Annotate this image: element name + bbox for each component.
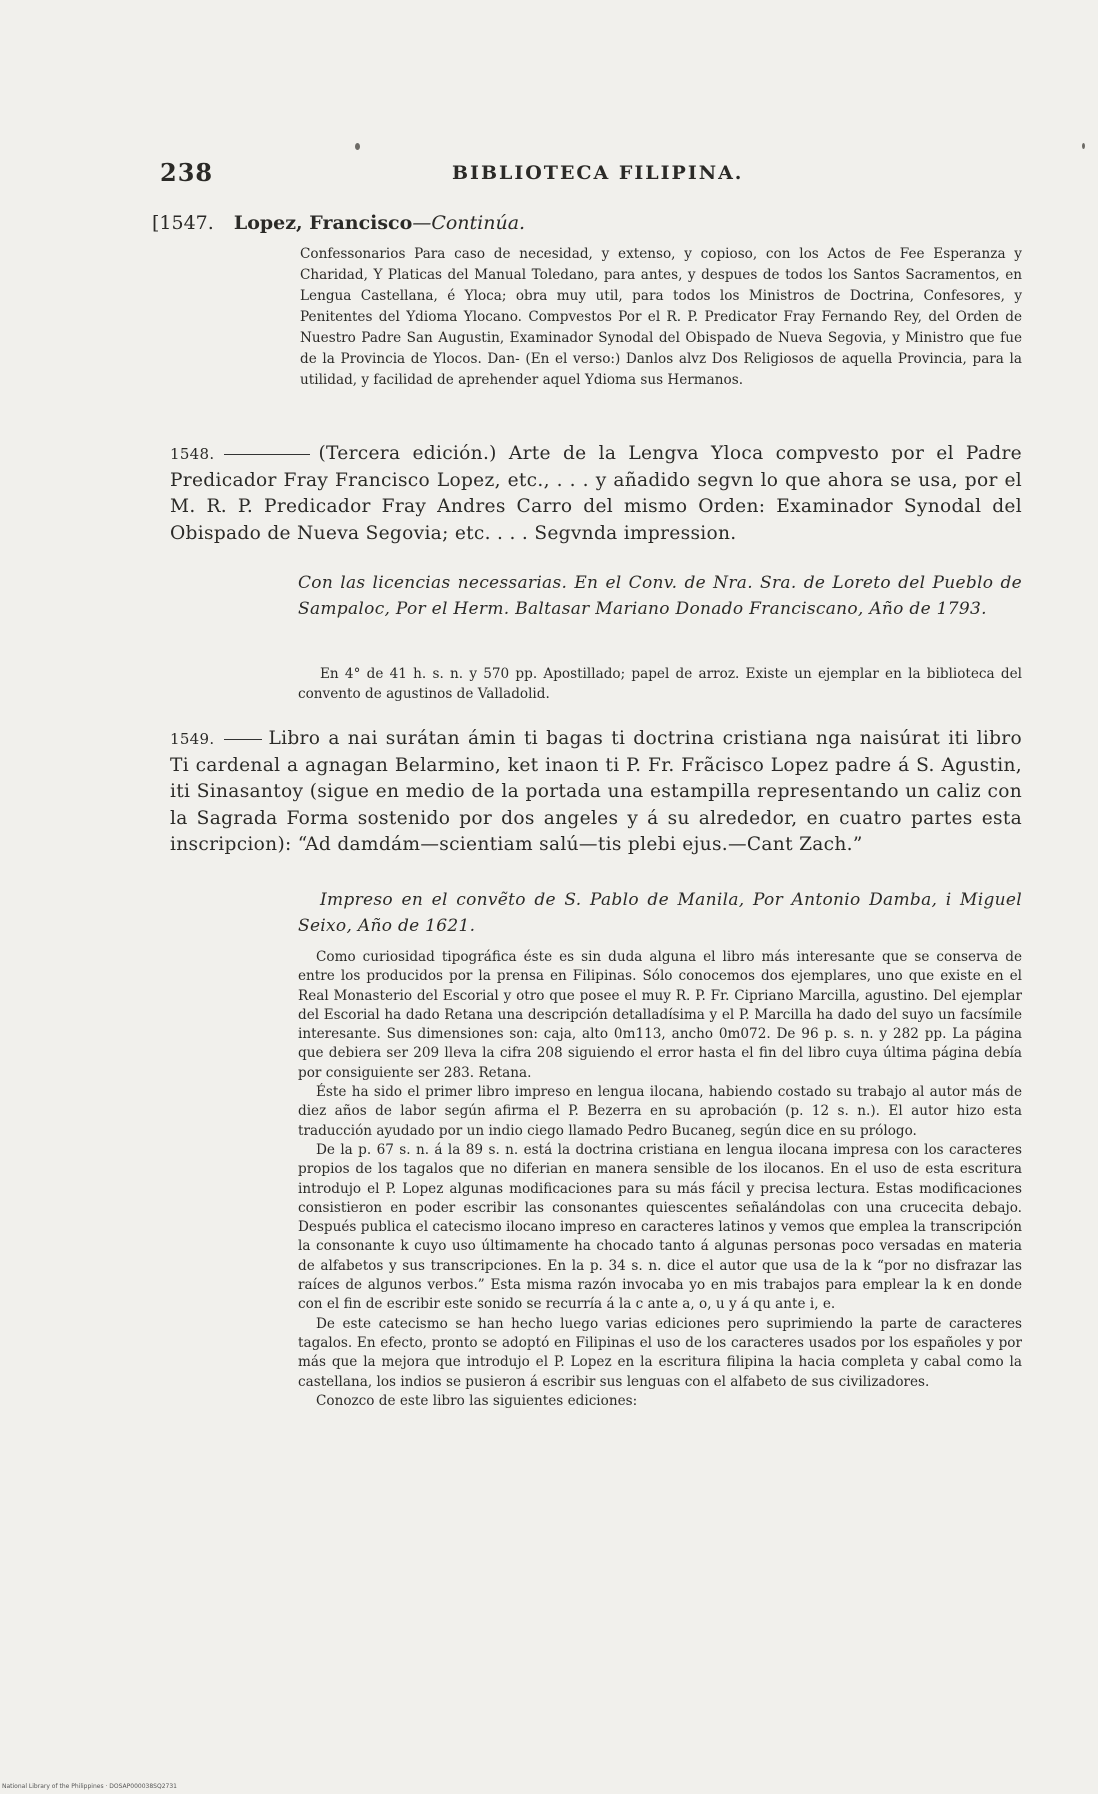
note-paragraph: Éste ha sido el primer libro impreso en lengua ilocana, habiendo costado su trabajo al autor más de diez años de labor según afirma el P. Bezerra en su aprobación (p. 12 s. n.). El autor hizo esta traducción ayudado por un indio ciego llamado Pedro Bucaneg, según dice en su prólogo. xyxy=(298,1084,1022,1139)
entry-1547-continued: —Continúa. xyxy=(412,212,526,234)
running-title: BIBLIOTECA FILIPINA. xyxy=(452,162,744,184)
entry-1549 xyxy=(170,726,1022,859)
entry-1549-number: 1549. xyxy=(170,730,215,748)
entry-1547-text: Confessonarios Para caso de necesidad, y extenso, y copioso, con los Actos de Fee Esperanza y Charidad, Y Platicas del Manual Toledano, para antes, y despues de todos los Santos Sacramentos, en Lengua Castellana, é Yloca; obra muy util, para todos los Ministros de Doctrina, Confesores, y Penitentes del Ydioma Ylocano. Compvestos Por el R. P. Predicator Fray Fernando Rey, del Orden de Nuestro Padre San Augustin, Examinador Synodal del Obispado de Nueva Segovia, y Ministro que fue de la Provincia de Ylocos. Dan- (En el verso:) Danlos alvz Dos Religiosos de aquella Provincia, para la utilidad, y facilidad de aprehender aquel Ydioma sus Hermanos. xyxy=(300,246,1022,388)
entry-1548-imprint: Con las licencias necessarias. En el Conv. de Nra. Sra. de Loreto del Pueblo de Sampaloc, Por el Herm. Baltasar Mariano Donado Franciscano, Año de 1793. xyxy=(298,573,1022,619)
entry-1547-number: [1547. xyxy=(152,212,214,234)
entry-1548 xyxy=(170,441,1022,547)
page-number: 238 xyxy=(160,158,214,187)
scan-credit: National Library of the Philippines · DOSAP000038SQ2731 xyxy=(2,1783,177,1790)
note-paragraph: De la p. 67 s. n. á la 89 s. n. está la doctrina cristiana en lengua ilocana impresa con los caracteres propios de los tagalos que no diferian en manera sensible de los ilocanos. En el uso de esta escritura introdujo el P. Lopez algunas modificaciones para su más fácil y precisa lectura. Estas modificaciones consistieron en poder escribir las consonantes quiescentes señalándolas con una crucecita debajo. Después publica el catecismo ilocano impreso en caracteres latinos y vemos que emplea la transcripción la consonante k cuyo uso últimamente ha chocado tanto á algunas personas poco versadas en materia de alfabetos y sus transcripciones. En la p. 34 s. n. dice el autor que usa de la k “por no disfrazar las raíces de algunos verbos.” Esta misma razón invocaba yo en mis trabajos para emplear la k en donde con el fin de escribir este sonido se recurría á la c ante a, o, u y á qu ante i, e. xyxy=(298,1141,1022,1313)
entry-1548-number: 1548. xyxy=(170,445,215,463)
repeat-author-dash xyxy=(224,454,310,455)
scan-speck xyxy=(355,143,360,150)
entry-1547-author: Lopez, Francisco xyxy=(233,212,413,234)
entry-1549-title: Libro a nai surátan ámin ti bagas ti doctrina cristiana nga naisúrat iti libro Ti cardenal a agnagan Belarmino, ket inaon ti P. Fr. Frãcisco Lopez padre á S. Agustin, iti Sinasantoy (sigue en medio de la portada una estampilla representando un caliz con la Sagrada Forma sostenido por dos angeles y á su alrededor, en cuatro partes esta inscripcion): “Ad damdám—scientiam salú—tis plebi ejus.—Cant Zach.” xyxy=(170,728,1022,855)
entry-1549-notes xyxy=(298,948,1022,1411)
entry-1548-title: Arte de la Lengva Yloca compvesto por el Padre Predicador Fray Francisco Lopez, etc., . . . y añadido segvn lo que ahora se usa, por el M. R. P. Predicador Fray Andres Carro del mismo Orden: Examinador Synodal del Obispado de Nueva Segovia; etc. . . . Segvnda impression. xyxy=(170,443,1022,544)
entry-1549-imprint: Impreso en el convẽto de S. Pablo de Manila, Por Antonio Damba, i Miguel Seixo, Año de 1621. xyxy=(298,890,1022,936)
note-paragraph: Conozco de este libro las siguientes ediciones: xyxy=(316,1392,638,1409)
entry-1547-heading xyxy=(152,212,525,234)
entry-1548-edition: (Tercera edición.) xyxy=(318,443,497,464)
repeat-author-dash xyxy=(224,739,262,740)
note-paragraph: De este catecismo se han hecho luego varias ediciones pero suprimiendo la parte de caracteres tagalos. En efecto, pronto se adoptó en Filipinas el uso de los caracteres usados por los españoles y por más que la mejora que introdujo el P. Lopez en la escritura filipina la hacia completa y cabal como la castellana, los indios se pusieron á escribir sus lenguas con el alfabeto de sus civilizadores. xyxy=(298,1315,1022,1390)
entry-1548-note: En 4° de 41 h. s. n. y 570 pp. Apostillado; papel de arroz. Existe un ejemplar en la biblioteca del convento de agustinos de Valladolid. xyxy=(298,666,1022,702)
scan-speck xyxy=(1082,143,1085,149)
note-paragraph: Como curiosidad tipográfica éste es sin duda alguna el libro más interesante que se conserva de entre los producidos por la prensa en Filipinas. Sólo conocemos dos ejemplares, uno que existe en el Real Monasterio del Escorial y otro que posee el muy R. P. Fr. Cipriano Marcilla, agustino. Del ejemplar del Escorial ha dado Retana una descripción detalladísima y el P. Marcilla ha dado del suyo un facsímile interesante. Sus dimensiones son: caja, alto 0m113, ancho 0m072. De 96 p. s. n. y 282 pp. La página que debiera ser 209 lleva la cifra 208 siguiendo el error hasta el fin del libro cuya última página debía por consiguiente ser 283. Retana. xyxy=(298,949,1022,1081)
